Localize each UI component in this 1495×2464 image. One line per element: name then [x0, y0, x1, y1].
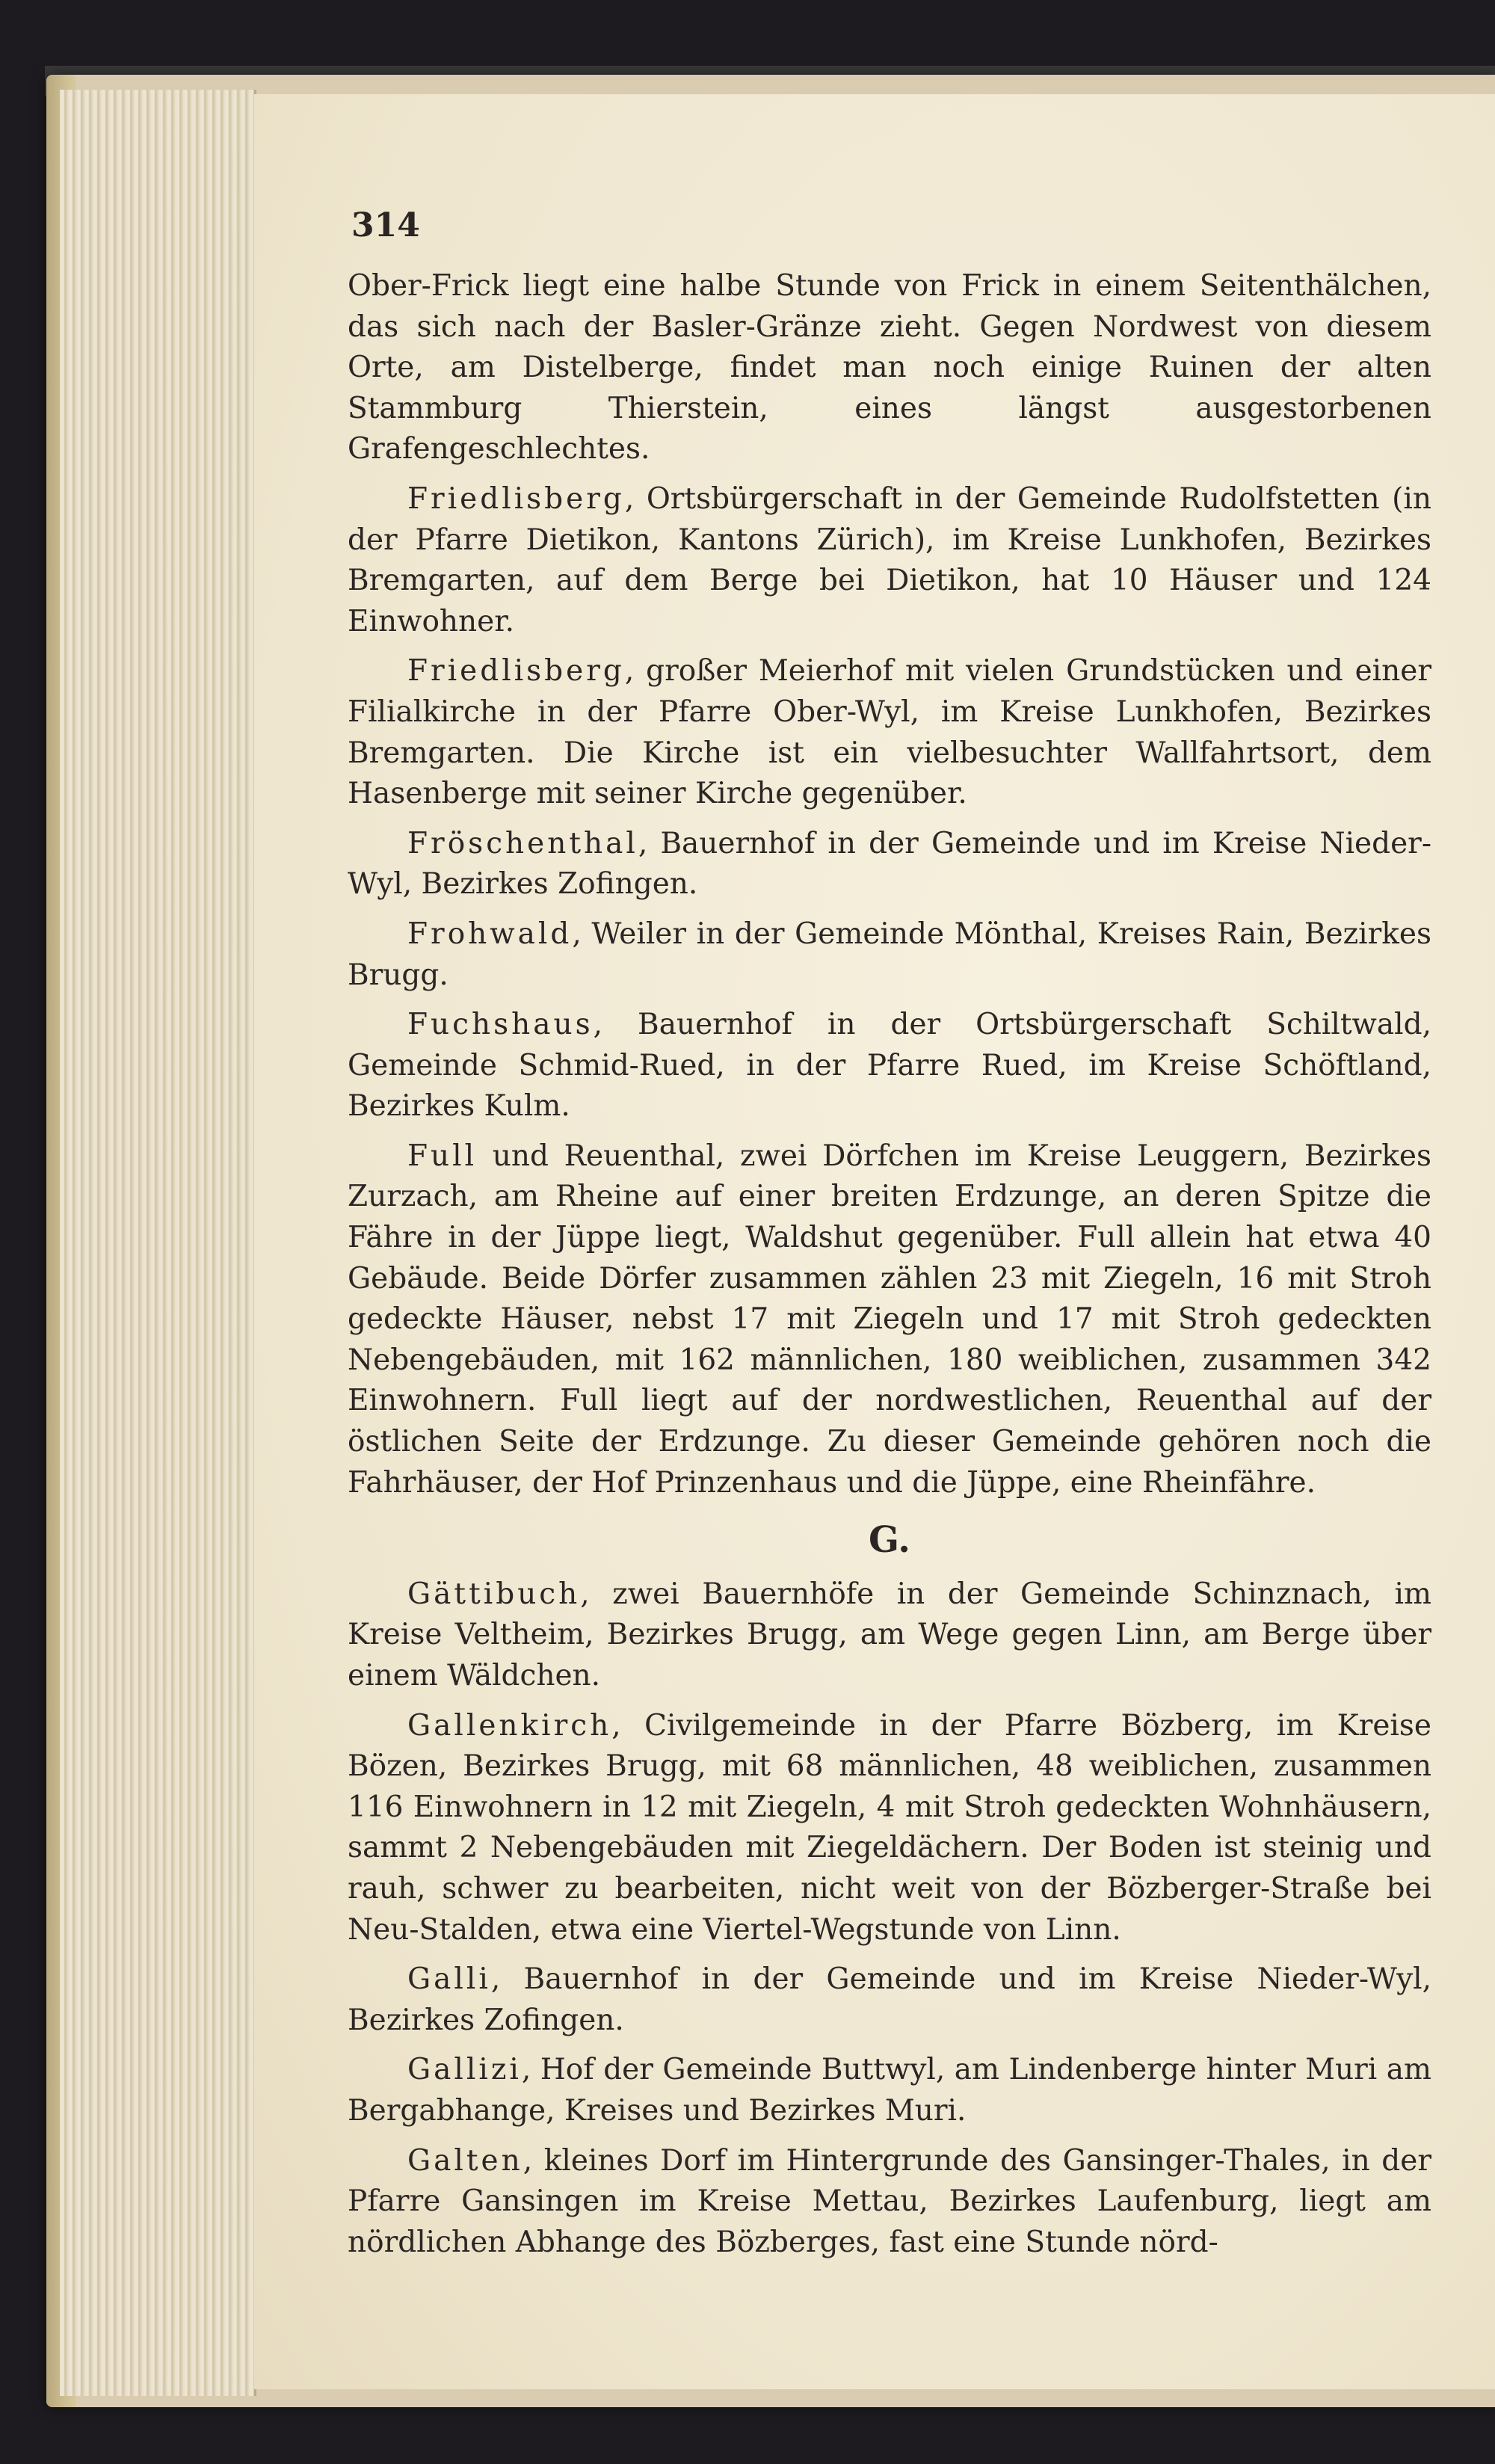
book-page [254, 94, 1495, 2389]
entry-lemma: Gättibuch [407, 1577, 581, 1611]
entry-lemma: Galten [407, 2143, 523, 2178]
entry-gaettibuch [348, 1574, 1431, 1697]
entry-text: Ober-Frick liegt eine halbe Stunde von Frick in einem Seitenthälchen, das sich nach der Basler-Gränze zieht. Gegen Nordwest von diesem Orte, am Distelberge, findet man noch einige Ruinen der alten Stammburg Thierstein, eines längst ausgestorbenen Grafengeschlechtes. [348, 269, 1431, 466]
entry-lemma: Friedlisberg [407, 654, 625, 689]
entry-lemma: Frohwald [407, 917, 573, 951]
entry-friedlisberg-1 [348, 479, 1431, 642]
entry-text: , Civilgemeinde in der Pfarre Bözberg, im Kreise Bözen, Bezirkes Brugg, mit 68 männlichen, 48 weiblichen, zusammen 116 Einwohnern in 12 mit Ziegeln, 4 mit Stroh gedeckten Wohnhäusern, sammt 2 Nebengebäuden mit Ziegeldächern. Der Boden ist steinig und rauh, schwer zu bearbeiten, nicht weit von der Bözberger-Straße bei Neu-Stalden, etwa eine Viertel-Wegstunde von Linn. [348, 1708, 1431, 1947]
entry-friedlisberg-2 [348, 651, 1431, 814]
entry-full [348, 1136, 1431, 1503]
entry-froeschenthal [348, 824, 1431, 905]
entry-text: , großer Meierhof mit vielen Grundstücken und einer Filialkirche in der Pfarre Ober-Wyl, im Kreise Lunkhofen, Bezirkes Bremgarten. Die Kirche ist ein vielbesuchter Wallfahrtsort, dem Hasenberge mit seiner Kirche gegenüber. [348, 654, 1431, 811]
page-body [348, 266, 1431, 2272]
entry-galli [348, 1959, 1431, 2041]
page-edges [60, 90, 256, 2396]
entry-gallizi [348, 2050, 1431, 2131]
entry-lemma: Gallenkirch [407, 1708, 612, 1743]
entry-text: , zwei Bauernhöfe in der Gemeinde Schinznach, im Kreise Veltheim, Bezirkes Brugg, am Wege gegen Linn, am Berge über einem Wäldchen. [348, 1577, 1431, 1693]
entry-text: , Bauernhof in der Ortsbürgerschaft Schiltwald, Gemeinde Schmid-Rued, in der Pfarre Rued, im Kreise Schöftland, Bezirkes Kulm. [348, 1008, 1431, 1124]
entry-text: und Reuenthal, zwei Dörfchen im Kreise Leuggern, Bezirkes Zurzach, am Rheine auf einer breiten Erdzunge, an deren Spitze die Fähre in der Jüppe liegt, Waldshut gegenüber. Full allein hat etwa 40 Gebäude. Beide Dörfer zusammen zählen 23 mit Ziegeln, 16 mit Stroh gedeckte Häuser, nebst 17 mit Ziegeln und 17 mit Stroh gedeckten Nebengebäuden, mit 162 männlichen, 180 weiblichen, zusammen 342 Einwohnern. Full liegt auf der nordwestlichen, Reuenthal auf der östlichen Seite der Erdzunge. Zu dieser Gemeinde gehören noch die Fahrhäuser, der Hof Prinzenhaus und die Jüppe, eine Rheinfähre. [348, 1139, 1431, 1500]
entry-lemma: Gallizi [407, 2053, 522, 2087]
entry-ober-frick [348, 266, 1431, 470]
entry-lemma: Friedlisberg [407, 481, 625, 516]
entry-frohwald [348, 914, 1431, 996]
entry-text: , Bauernhof in der Gemeinde und im Kreise Nieder-Wyl, Bezirkes Zofingen. [348, 1962, 1431, 2037]
entry-lemma: Galli [407, 1962, 491, 1997]
entry-text: , kleines Dorf im Hintergrunde des Gansinger-Thales, in der Pfarre Gansingen im Kreise Mettau, Bezirkes Laufenburg, liegt am nördlichen Abhange des Bözberges, fast eine Stunde nörd- [348, 2143, 1431, 2259]
entry-galten [348, 2141, 1431, 2264]
entry-text: , Hof der Gemeinde Buttwyl, am Lindenberge hinter Muri am Bergabhange, Kreises und Bezirkes Muri. [348, 2053, 1431, 2128]
entry-gallenkirch [348, 1706, 1431, 1951]
entry-text: , Ortsbürgerschaft in der Gemeinde Rudolfstetten (in der Pfarre Dietikon, Kantons Zürich), im Kreise Lunkhofen, Bezirkes Bremgarten, auf dem Berge bei Dietikon, hat 10 Häuser und 124 Einwohner. [348, 481, 1431, 638]
section-heading: G. [869, 1519, 910, 1562]
entry-lemma: Full [407, 1139, 478, 1173]
entry-text: , Bauernhof in der Gemeinde und im Kreise Nieder-Wyl, Bezirkes Zofingen. [348, 826, 1431, 902]
entry-lemma: Fröschenthal [407, 826, 638, 860]
entry-text: , Weiler in der Gemeinde Mönthal, Kreises Rain, Bezirkes Brugg. [348, 917, 1431, 992]
page-number: 314 [351, 206, 420, 244]
entry-fuchshaus [348, 1005, 1431, 1127]
entry-lemma: Fuchshaus [407, 1008, 594, 1042]
